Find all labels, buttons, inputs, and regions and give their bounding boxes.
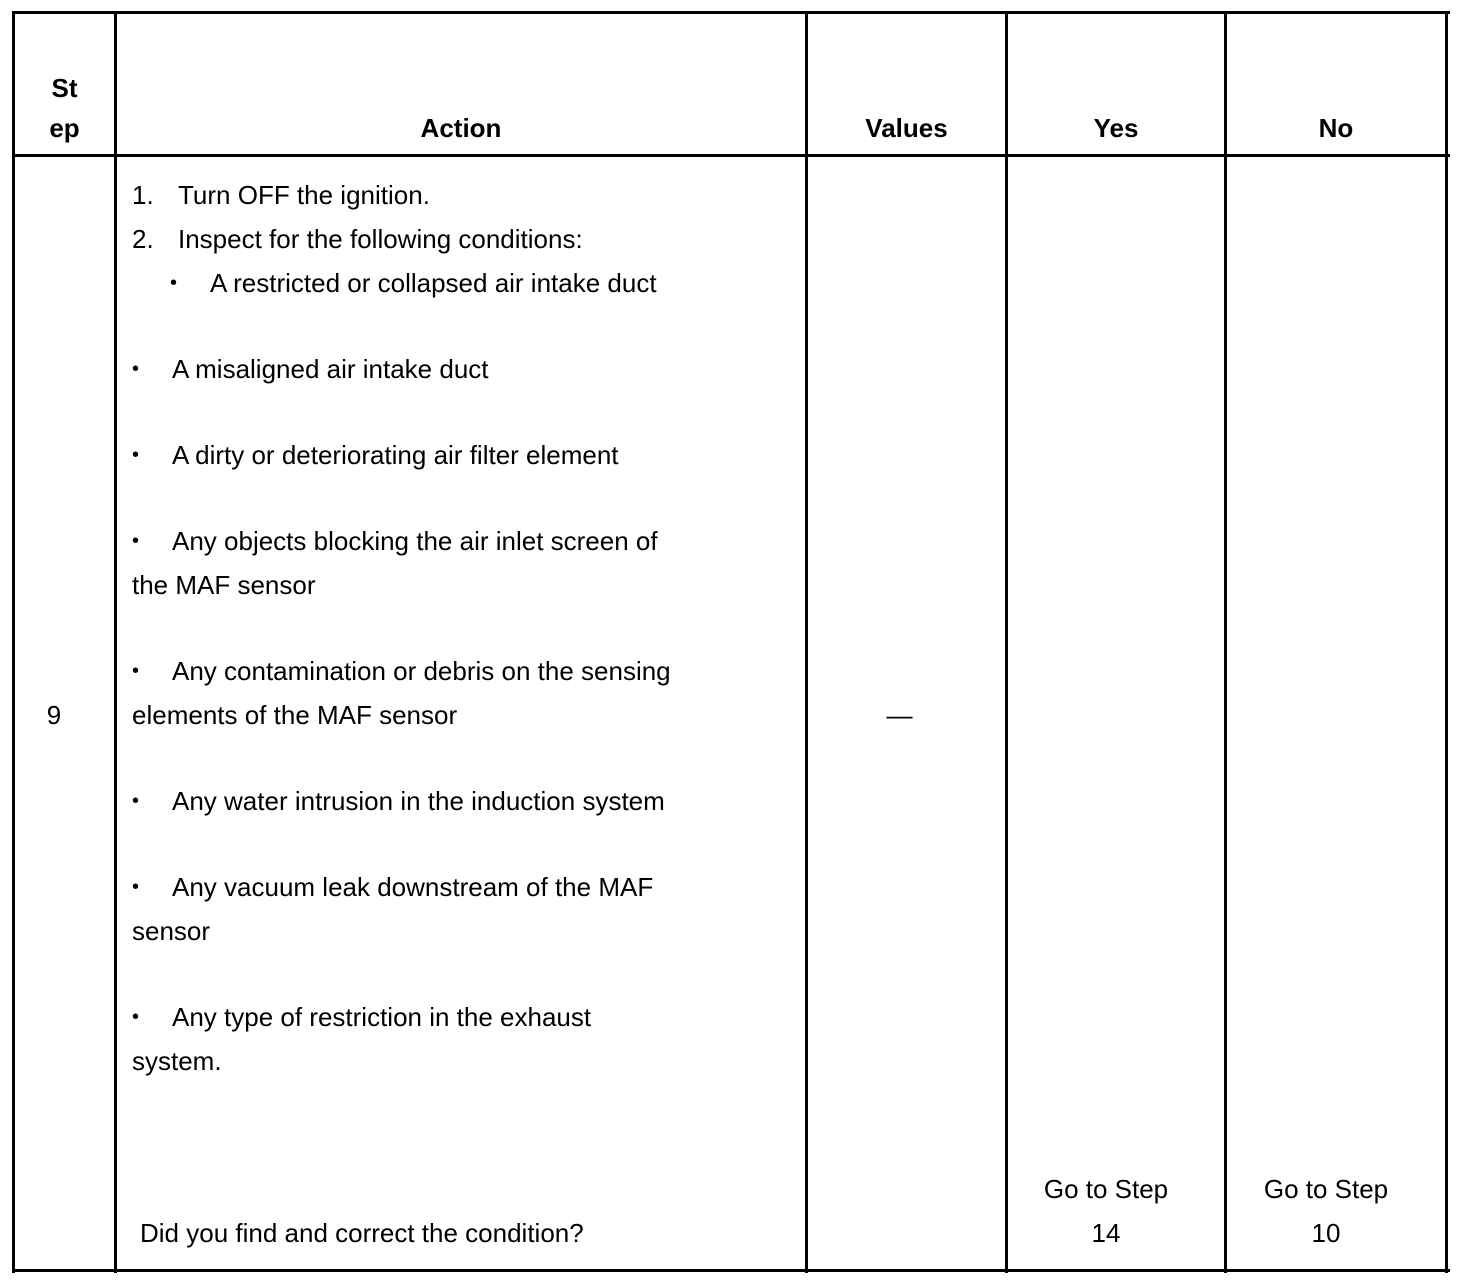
step-item-number: 2. [132, 224, 154, 254]
yes-action-line1: Go to Step [1043, 1174, 1169, 1204]
border-left [12, 11, 15, 1273]
question-text: Did you find and correct the condition? [140, 1218, 584, 1248]
condition-line [132, 1039, 802, 1083]
condition-text: the MAF sensor [132, 570, 316, 600]
condition-item [132, 347, 802, 391]
border-right [1445, 11, 1448, 1273]
condition-item [132, 433, 802, 477]
value-dash: — [886, 700, 913, 730]
divider-step-action [114, 11, 117, 1273]
header-step [15, 68, 114, 148]
condition-text: A dirty or deteriorating air filter element [172, 440, 619, 470]
yes-action [1008, 1167, 1204, 1255]
first-bullet [132, 261, 802, 305]
step-item [132, 217, 802, 261]
condition-line [132, 909, 802, 953]
condition-text: A misaligned air intake duct [172, 354, 489, 384]
steps-list [132, 173, 802, 261]
action-cell [132, 173, 802, 1083]
condition-line [132, 779, 802, 823]
condition-line [132, 693, 802, 737]
condition-line [132, 433, 802, 477]
condition-line [132, 995, 802, 1039]
step-item [132, 173, 802, 217]
no-action [1227, 1167, 1425, 1255]
condition-item [132, 649, 802, 737]
condition-text: Any type of restriction in the exhaust [172, 1002, 592, 1032]
header-step-line1: St [51, 73, 78, 103]
header-step-line2: ep [49, 113, 80, 143]
condition-text: Any vacuum leak downstream of the MAF [172, 872, 654, 902]
header-action: Action [420, 113, 502, 143]
step-number: 9 [46, 700, 62, 730]
condition-line [132, 649, 802, 693]
bullet-glyph: • [132, 790, 140, 812]
divider-values-yes [1005, 11, 1008, 1273]
divider-action-values [805, 11, 808, 1273]
condition-item [132, 865, 802, 953]
condition-text: Any objects blocking the air inlet screen of [172, 526, 658, 556]
condition-line [132, 347, 802, 391]
condition-item [132, 519, 802, 607]
condition-text: sensor [132, 916, 211, 946]
step-item-text: Turn OFF the ignition. [178, 180, 430, 210]
condition-line [132, 563, 802, 607]
condition-text: Any water intrusion in the induction system [172, 786, 665, 816]
no-action-line1: Go to Step [1263, 1174, 1389, 1204]
bullet-glyph: • [132, 1006, 140, 1028]
condition-item [132, 995, 802, 1083]
header-values: Values [865, 113, 948, 143]
bullet-glyph: • [132, 876, 140, 898]
header-divider [12, 154, 1450, 157]
condition-text: Any contamination or debris on the sensing [172, 656, 671, 686]
bullet-glyph: • [132, 660, 140, 682]
condition-line [132, 865, 802, 909]
condition-item [132, 779, 802, 823]
yes-action-line2: 14 [1091, 1218, 1121, 1248]
border-top [12, 11, 1450, 14]
bullet-glyph: • [132, 358, 140, 380]
border-bottom [12, 1269, 1450, 1272]
bullets-list [132, 347, 802, 1083]
step-item-text: Inspect for the following conditions: [178, 224, 583, 254]
condition-text: elements of the MAF sensor [132, 700, 458, 730]
bullet-glyph: • [132, 444, 140, 466]
first-bullet-text: A restricted or collapsed air intake duct [210, 268, 657, 298]
procedure-table [12, 11, 1450, 1273]
header-yes: Yes [1093, 113, 1139, 143]
condition-line [132, 519, 802, 563]
condition-text: system. [132, 1046, 222, 1076]
no-action-line2: 10 [1311, 1218, 1341, 1248]
bullet-glyph: • [170, 272, 178, 294]
header-no: No [1318, 113, 1354, 143]
bullet-glyph: • [132, 530, 140, 552]
divider-yes-no [1224, 11, 1227, 1273]
step-item-number: 1. [132, 180, 154, 210]
